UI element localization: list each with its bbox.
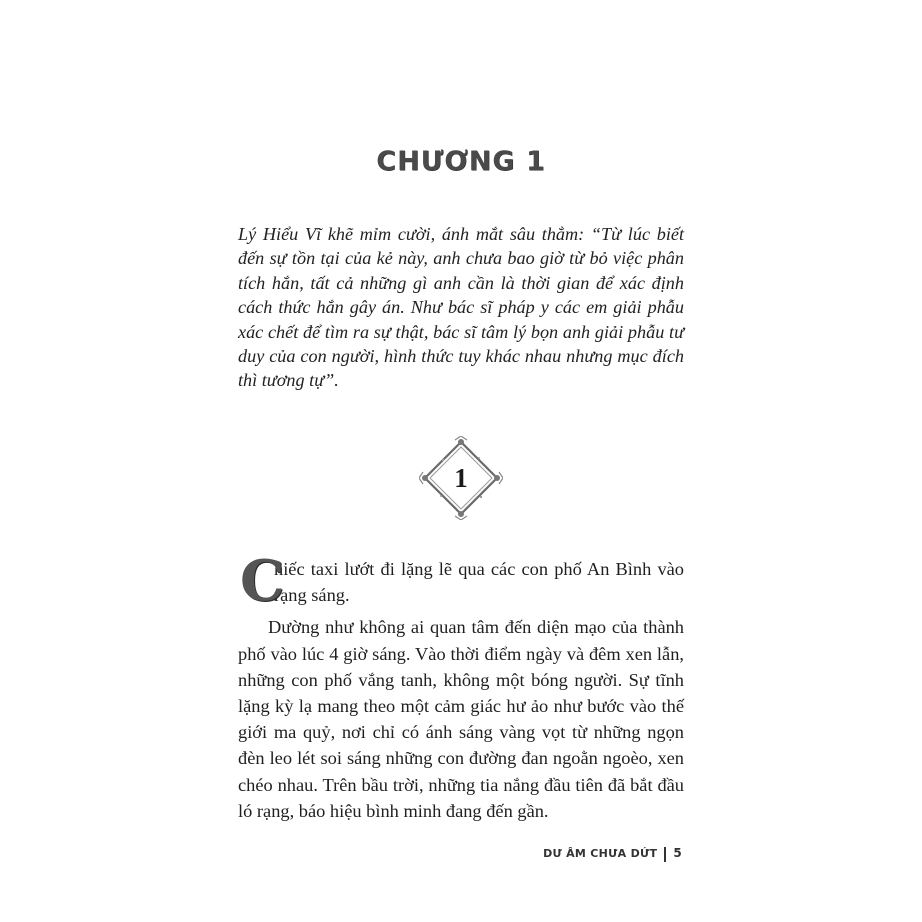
section-number: 1 (454, 463, 468, 493)
opening-paragraph-text: hiếc taxi lướt đi lặng lẽ qua các con phố An Bình vào rạng sáng. (274, 559, 684, 606)
chapter-body (238, 548, 684, 824)
opening-paragraph (238, 548, 684, 614)
epigraph: Lý Hiểu Vĩ khẽ mỉm cười, ánh mắt sâu thẳm: “Từ lúc biết đến sự tồn tại của kẻ này, anh chưa bao giờ từ bỏ việc phân tích hắn, tất cả những gì anh cần là thời gian để xác định cách thức hắn gây án. Như bác sĩ pháp y các em giải phẫu xác chết để tìm ra sự thật, bác sĩ tâm lý bọn anh giải phẫu tư duy của con người, hình thức tuy khác nhau nhưng mục đích thì tương tự”. (238, 224, 684, 391)
drop-cap: C (240, 548, 285, 614)
footer-book-title: DƯ ÂM CHƯA DỨT (543, 847, 658, 860)
footer-separator (664, 847, 666, 862)
running-footer (543, 846, 682, 862)
body-paragraph: Dường như không ai quan tâm đến diện mạo của thành phố vào lúc 4 giờ sáng. Vào thời điểm ngày và đêm xen lẫn, những con phố vắng tanh, không một bóng người. Sự tĩnh lặng kỳ lạ mang theo một cảm giác hư ảo như bước vào thế giới ma quỷ, nơi chỉ có ánh sáng vàng vọt từ những ngọn đèn leo lét soi sáng những con đường đan ngoằn ngoèo, xen chéo nhau. Trên bầu trời, những tia nắng đầu tiên đã bắt đầu ló rạng, báo hiệu bình minh đang đến gần. (238, 617, 684, 821)
chapter-title: CHƯƠNG 1 (376, 146, 546, 177)
page-number: 5 (673, 846, 682, 860)
section-ornament (419, 436, 503, 520)
